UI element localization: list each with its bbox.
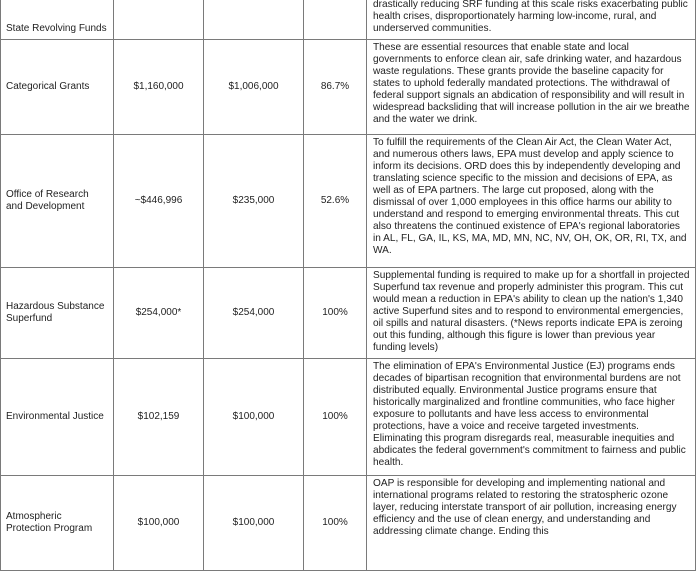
amount-a-cell: $100,000 xyxy=(114,476,204,571)
table-row xyxy=(1,476,696,571)
percent-cut-cell: 52.6% xyxy=(304,135,367,268)
percent-cut-cell: 86.7% xyxy=(304,40,367,135)
table-body xyxy=(1,0,696,571)
amount-b-cell xyxy=(204,0,304,40)
percent-cut-cell: 100% xyxy=(304,359,367,476)
amount-b-cell: $1,006,000 xyxy=(204,40,304,135)
description-cell: The elimination of EPA's Environmental Justice (EJ) programs ends decades of bipartisan recognition that environmental burdens are not distributed equally. Environmental Justice programs ensure that historically marginalized and frontline communities, who face higher exposure to pollutants and have less access to environmental protections, have a voice and receive targeted investments. Eliminating this program disregards real, measurable inequities and abdicates the federal government's commitment to fairness and public health. xyxy=(367,359,696,476)
amount-a-cell: $254,000* xyxy=(114,268,204,359)
amount-a-cell: $102,159 xyxy=(114,359,204,476)
amount-b-cell: $254,000 xyxy=(204,268,304,359)
amount-b-cell: $100,000 xyxy=(204,359,304,476)
percent-cut-cell: 100% xyxy=(304,268,367,359)
description-cell: These are essential resources that enable state and local governments to enforce clean air, safe drinking water, and hazardous waste regulations. These grants provide the baseline capacity for states to uphold federally mandated protections. The withdrawal of federal support signals an abdication of responsibility and will result in widespread backsliding that will increase pollution in the air we breathe and the water we drink. xyxy=(367,40,696,135)
program-name-cell: Hazardous Substance Superfund xyxy=(1,268,114,359)
program-name-cell: Office of Research and Development xyxy=(1,135,114,268)
program-name-cell: Categorical Grants xyxy=(1,40,114,135)
amount-b-cell: $235,000 xyxy=(204,135,304,268)
amount-a-cell xyxy=(114,0,204,40)
description-cell: OAP is responsible for developing and implementing national and international programs related to restoring the stratospheric ozone layer, reducing interstate transport of air pollution, increasing energy efficiency and the use of clean energy, and understanding and addressing climate change. Ending this xyxy=(367,476,696,571)
program-name-cell: Atmospheric Protection Program xyxy=(1,476,114,571)
table-row xyxy=(1,359,696,476)
amount-b-cell: $100,000 xyxy=(204,476,304,571)
percent-cut-cell: 100% xyxy=(304,476,367,571)
table-row xyxy=(1,0,696,40)
description-cell: drastically reducing SRF funding at this scale risks exacerbating public health crises, disproportionately harming low-income, rural, and underserved communities. xyxy=(367,0,696,40)
table-row xyxy=(1,268,696,359)
table-row xyxy=(1,40,696,135)
program-name-cell: Environmental Justice xyxy=(1,359,114,476)
description-cell: Supplemental funding is required to make up for a shortfall in projected Superfund tax revenue and properly administer this program. This cut would mean a reduction in EPA's ability to clean up the nation's 1,340 active Superfund sites and to respond to environmental emergencies, oil spills and natural disasters. (*News reports indicate EPA is zeroing out this funding, although this figure is lower than previous year funding levels) xyxy=(367,268,696,359)
amount-a-cell: ~$446,996 xyxy=(114,135,204,268)
table-row xyxy=(1,135,696,268)
amount-a-cell: $1,160,000 xyxy=(114,40,204,135)
description-cell: To fulfill the requirements of the Clean Air Act, the Clean Water Act, and numerous others laws, EPA must develop and apply science to inform its decisions. ORD does this by independently developing and translating science specific to the mission and decisions of EPA, as well as of EPA partners. The large cut proposed, along with the dismissal of over 1,000 employees in this office harms our ability to understand and respond to emerging environmental threats. This cut also threatens the continued existence of EPA's regional laboratories in AL, FL, GA, IL, KS, MA, MD, MN, NC, NV, OH, OK, OR, RI, TX, and WA. xyxy=(367,135,696,268)
program-name-cell: State Revolving Funds xyxy=(1,0,114,40)
percent-cut-cell xyxy=(304,0,367,40)
